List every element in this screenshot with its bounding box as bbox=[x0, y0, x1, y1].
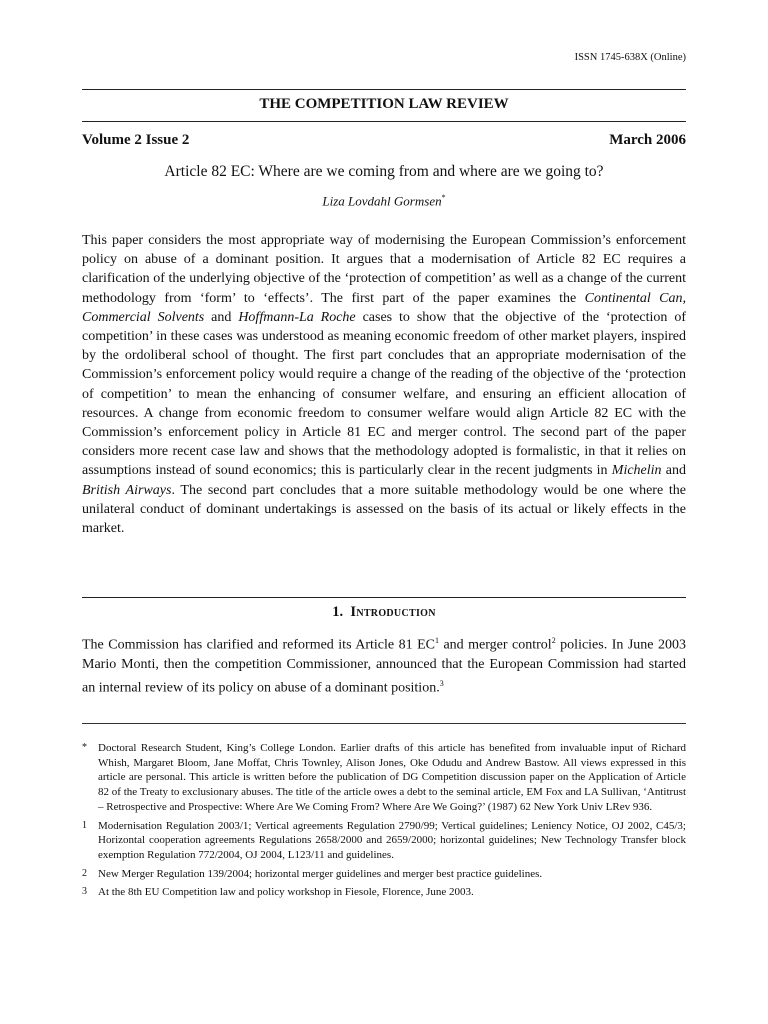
article-author bbox=[82, 193, 686, 209]
section-title: Introduction bbox=[350, 604, 436, 620]
footnote-text: Modernisation Regulation 2003/1; Vertical agreements Regulation 2790/99; Vertical guidelines; Leniency Notice, OJ 2002, C45/3; Horizontal cooperation agreements Regulations 2658/2000 and 2659/2000; horizontal guidelines; New Technology Transfer block exemption Regulation 772/2004, OJ 2004, L123/11 and guidelines. bbox=[98, 819, 686, 861]
footnote bbox=[82, 819, 686, 863]
footnote-mark: 3 bbox=[82, 886, 87, 898]
footnote-text: New Merger Regulation 139/2004; horizontal merger guidelines and merger best practice guidelines. bbox=[98, 867, 543, 880]
footnote-mark: * bbox=[82, 742, 87, 753]
author-footnote-mark: * bbox=[441, 193, 446, 202]
footnote-mark: 1 bbox=[82, 819, 87, 831]
case-name: Michelin bbox=[611, 463, 662, 479]
footnote-mark: 2 bbox=[82, 867, 87, 879]
abstract-text: and bbox=[661, 463, 686, 479]
footnote-ref[interactable]: 2 bbox=[551, 636, 556, 645]
footnote-text: At the 8th EU Competition law and policy workshop in Fiesole, Florence, June 2003. bbox=[98, 886, 474, 899]
case-name: Hoffmann-La Roche bbox=[238, 309, 356, 325]
footnote bbox=[82, 867, 686, 882]
header-rule-top bbox=[82, 89, 686, 90]
footnote-text: Doctoral Research Student, King’s College London. Earlier drafts of this article has benefited from invaluable input of Richard Whish, Margaret Bloom, Jane Moffat, Chris Townley, Alison Jones, Oke Odudu and Andrew Bastow. All views expressed in this article are personal. This article is written before the publication of DG Competition discussion paper on the Application of Article 82 of the Treaty to exclusionary abuses. The title of the article owes a debt to the seminal article, EM Fox and LA Sullivan, ‘Antitrust – Retrospective and Prospective: Where Are We Coming From? Where Are We Going?’ (1987) 62 New York Univ LRev 936. bbox=[98, 742, 686, 813]
footnote-rule bbox=[82, 723, 686, 724]
article-title: Article 82 EC: Where are we coming from and where are we going to? bbox=[164, 163, 604, 180]
footnote-ref[interactable]: 1 bbox=[434, 636, 439, 645]
case-name: Continental Can, Commercial Solvents bbox=[82, 290, 686, 325]
intro-text: policies. In June 2003 Mario Monti, then the competition Commissioner, announced that the European Commission had started an internal review of its policy on abuse of a dominant position. bbox=[82, 637, 686, 697]
intro-text: The Commission has clarified and reformed its Article 81 EC bbox=[82, 637, 435, 653]
footnote-ref[interactable]: 3 bbox=[439, 679, 444, 689]
section-number: 1. bbox=[332, 604, 344, 620]
abstract bbox=[82, 231, 686, 538]
header-rule-bottom bbox=[82, 121, 686, 122]
footnotes bbox=[82, 741, 686, 904]
abstract-rule bbox=[82, 597, 686, 598]
intro-text: and merger control bbox=[438, 637, 552, 653]
abstract-text: This paper considers the most appropriate way of modernising the European Commission’s enforcement policy on abuse of a dominant position. It argues that a modernisation of Article 82 EC requires a clarification of the underlying objective of the ‘protection of competition’ as well as a change of the current methodology from ‘form’ to ‘effects’. The first part of the paper examines the bbox=[82, 233, 686, 306]
abstract-text: and bbox=[204, 309, 239, 325]
journal-title: THE COMPETITION LAW REVIEW bbox=[259, 96, 509, 112]
abstract-text: . The second part concludes that a more suitable methodology would be one where the unilateral conduct of dominant undertakings is assessed on the basis of its actual or likely effects in the market. bbox=[82, 482, 686, 537]
footnote bbox=[82, 741, 686, 815]
abstract-text: cases to show that the objective of the ‘protection of competition’ in these cases was understood as meaning economic freedom of other market players, inspired by the ordoliberal school of thought. The first part concludes that an appropriate modernisation of the Commission’s enforcement policy would require a change of the reading of the objective of the ‘protection of competition’ to mean the enhancing of consumer welfare, and ensuring an efficient allocation of resources. A change from economic freedom to consumer welfare would align Article 82 EC with the Commission’s enforcement policy in Article 81 EC and merger control. The second part of the paper considers more recent case law and shows that the methodology adopted is formalistic, in that it relies on assumptions instead of sound economics; this is particularly clear in the recent judgments in bbox=[82, 309, 686, 479]
footnote bbox=[82, 885, 686, 900]
case-name: British Airways bbox=[82, 482, 172, 498]
issn-label: ISSN 1745-638X (Online) bbox=[574, 52, 686, 63]
issue-date: March 2006 bbox=[609, 132, 686, 148]
intro-paragraph bbox=[82, 631, 686, 699]
author-name: Liza Lovdahl Gormsen bbox=[322, 193, 442, 209]
volume-issue: Volume 2 Issue 2 bbox=[82, 132, 190, 148]
section-heading bbox=[82, 604, 686, 621]
